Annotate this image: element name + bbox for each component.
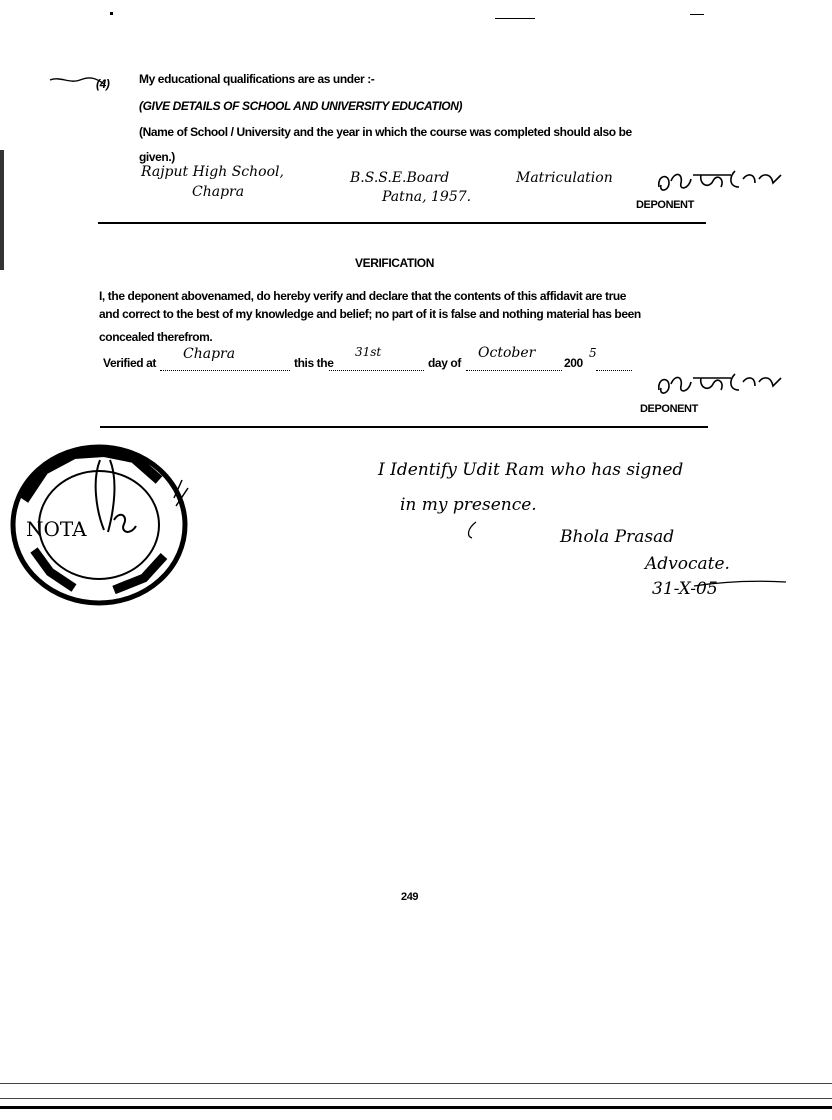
exam-name: Matriculation <box>516 170 613 186</box>
this-the-label: this the <box>294 356 334 370</box>
day-field <box>329 364 424 371</box>
section-divider <box>98 222 706 224</box>
svg-text:NOTA: NOTA <box>26 517 87 541</box>
page-number: 249 <box>401 891 419 903</box>
scan-mark <box>495 18 535 19</box>
year-suffix: 5 <box>589 346 597 360</box>
qualifications-heading: My educational qualifications are as under :- <box>139 72 375 86</box>
verification-text-line1: I, the deponent abovenamed, do hereby verify and declare that the contents of this affidavit are true <box>99 289 627 303</box>
verified-place: Chapra <box>183 346 236 362</box>
scan-edge <box>0 1106 832 1109</box>
verified-month: October <box>478 345 536 361</box>
verified-place-field <box>160 364 290 371</box>
deponent-label: DEPONENT <box>636 199 694 211</box>
board-name-line1: B.S.S.E.Board <box>350 170 450 186</box>
verification-title: VERIFICATION <box>355 256 434 270</box>
school-name-line1: Rajput High School, <box>141 164 284 180</box>
endorsement-title: Advocate. <box>645 554 730 574</box>
scan-edge <box>0 1098 832 1099</box>
scan-mark <box>0 150 4 270</box>
board-name-line2: Patna, 1957. <box>382 189 472 205</box>
school-name-line2: Chapra <box>192 184 245 200</box>
endorsement-date: 31-X-05 <box>652 579 718 599</box>
deponent-label: DEPONENT <box>640 403 698 415</box>
endorsement-line1: I Identify Udit Ram who has signed <box>378 460 684 480</box>
item-number: (4) <box>96 77 110 91</box>
year-field <box>596 364 632 371</box>
day-of-label: day of <box>428 356 461 370</box>
endorsement-line2: in my presence. <box>400 495 537 515</box>
qualifications-subheading: (GIVE DETAILS OF SCHOOL AND UNIVERSITY EDUCATION) <box>139 99 463 113</box>
scan-edge <box>0 1083 832 1084</box>
verification-text-line3: concealed therefrom. <box>99 330 213 344</box>
scan-mark <box>690 14 704 15</box>
year-prefix: 200 <box>564 356 583 370</box>
verified-at-label: Verified at <box>103 356 156 370</box>
stray-mark <box>462 520 482 540</box>
deponent-signature <box>655 165 785 197</box>
endorsement-name: Bhola Prasad <box>560 527 675 547</box>
verified-day: 31st <box>355 345 382 359</box>
month-field <box>466 364 562 371</box>
section-divider <box>100 426 708 428</box>
deponent-signature <box>655 368 785 400</box>
verification-text-line2: and correct to the best of my knowledge and belief; no part of it is false and nothing material has been <box>99 307 641 321</box>
scan-mark <box>110 12 113 15</box>
endorsement-underline <box>690 578 790 590</box>
notary-stamp <box>4 440 194 610</box>
qualifications-note-line1: (Name of School / University and the year in which the course was completed should also be <box>139 125 632 139</box>
qualifications-note-line2: given.) <box>139 150 175 164</box>
